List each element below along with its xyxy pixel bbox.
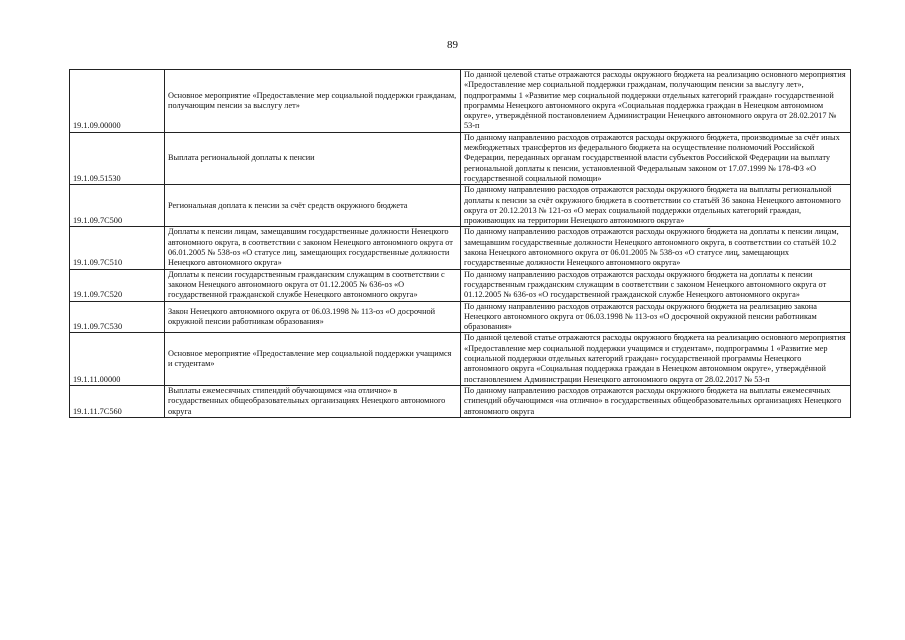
row-name: Доплаты к пенсии государственным гражданским служащим в соответствии с законом Ненецкого автономного округа от 01.12.2005 № 636-оз «О государственной гражданской службе Ненецкого автономного округа» <box>165 269 461 301</box>
row-code: 19.1.09.00000 <box>70 70 165 133</box>
row-description: По данному направлению расходов отражаются расходы окружного бюджета на реализацию закона Ненецкого автономного округа от 06.03.1998 № 113-оз «О досрочной окружной пенсии работникам образования» <box>461 301 851 333</box>
row-name: Выплата региональной доплаты к пенсии <box>165 132 461 184</box>
row-description: По данной целевой статье отражаются расходы окружного бюджета на реализацию основного мероприятия «Предоставление мер социальной поддержки учащимся и студентам», подпрограммы 1 «Развитие мер социальной поддержки отдельных категорий граждан» государственной программы Ненецкого автономного округа «Социальная поддержка граждан в Ненецком автономном округе», утверждённой постановлением Администрации Ненецкого автономного округа от 28.02.2017 № 53-п <box>461 333 851 385</box>
row-code: 19.1.09.7С520 <box>70 269 165 301</box>
budget-classification-table <box>69 69 851 418</box>
table-row <box>70 70 851 133</box>
page-number: 89 <box>447 39 458 51</box>
row-name: Закон Ненецкого автономного округа от 06.03.1998 № 113-оз «О досрочной окружной пенсии работникам образования» <box>165 301 461 333</box>
row-description: По данному направлению расходов отражаются расходы окружного бюджета на доплаты к пенсии государственным гражданским служащим в соответствии с законом Ненецкого автономного округа от 01.12.2005 № 636-оз «О государственной гражданской службе Ненецкого автономного округа» <box>461 269 851 301</box>
row-description: По данному направлению расходов отражаются расходы окружного бюджета, производимые за счёт иных межбюджетных трансфертов из федерального бюджета на осуществление полномочий Российской Федерации, переданных органам государственной власти субъектов Российской Федерации на выплату региональной доплаты к пенсии, установленной Федеральным законом от 17.07.1999 № 178-ФЗ «О государственной социальной помощи» <box>461 132 851 184</box>
row-name: Региональная доплата к пенсии за счёт средств окружного бюджета <box>165 185 461 227</box>
row-description: По данному направлению расходов отражаются расходы окружного бюджета на выплаты региональной доплаты к пенсии за счёт окружного бюджета в соответствии со статьёй 36 закона Ненецкого автономного округа от 20.12.2013 № 121-оз «О мерах социальной поддержки отдельных категорий граждан, проживающих на территории Ненецкого автономного округа» <box>461 185 851 227</box>
table-row <box>70 269 851 301</box>
row-description: По данному направлению расходов отражаются расходы окружного бюджета на выплаты ежемесячных стипендий обучающимся «на отлично» в государственных общеобразовательных организациях Ненецкого автономного округа <box>461 385 851 417</box>
table-row <box>70 132 851 184</box>
row-code: 19.1.11.00000 <box>70 333 165 385</box>
row-code: 19.1.09.7С500 <box>70 185 165 227</box>
row-code: 19.1.09.51530 <box>70 132 165 184</box>
row-name: Выплаты ежемесячных стипендий обучающимся «на отлично» в государственных общеобразовательных организациях Ненецкого автономного округа <box>165 385 461 417</box>
table-row <box>70 227 851 269</box>
row-name: Основное мероприятие «Предоставление мер социальной поддержки учащимся и студентам» <box>165 333 461 385</box>
table-row <box>70 385 851 417</box>
table-row <box>70 301 851 333</box>
table-row <box>70 333 851 385</box>
row-description: По данному направлению расходов отражаются расходы окружного бюджета на доплаты к пенсии лицам, замещавшим государственные должности Ненецкого автономного округа, в соответствии со статьёй 10.2 закона Ненецкого автономного округа от 06.01.2005 № 538-оз «О статусе лиц, замещающих государственные должности Ненецкого автономного округа» <box>461 227 851 269</box>
row-name: Основное мероприятие «Предоставление мер социальной поддержки гражданам, получающим пенсии за выслугу лет» <box>165 70 461 133</box>
row-description: По данной целевой статье отражаются расходы окружного бюджета на реализацию основного мероприятия «Предоставление мер социальной поддержки гражданам, получающим пенсии за выслугу лет», подпрограммы 1 «Развитие мер социальной поддержки отдельных категорий граждан» государственной программы Ненецкого автономного округа «Социальная поддержка граждан в Ненецком автономном округе», утверждённой постановлением Администрации Ненецкого автономного округа от 28.02.2017 № 53-п <box>461 70 851 133</box>
table-row <box>70 185 851 227</box>
row-code: 19.1.09.7С530 <box>70 301 165 333</box>
row-code: 19.1.09.7С510 <box>70 227 165 269</box>
row-name: Доплаты к пенсии лицам, замещавшим государственные должности Ненецкого автономного округа, в соответствии с законом Ненецкого автономного округа от 06.01.2005 № 538-оз «О статусе лиц, замещающих государственные должности Ненецкого автономного округа» <box>165 227 461 269</box>
row-code: 19.1.11.7С560 <box>70 385 165 417</box>
